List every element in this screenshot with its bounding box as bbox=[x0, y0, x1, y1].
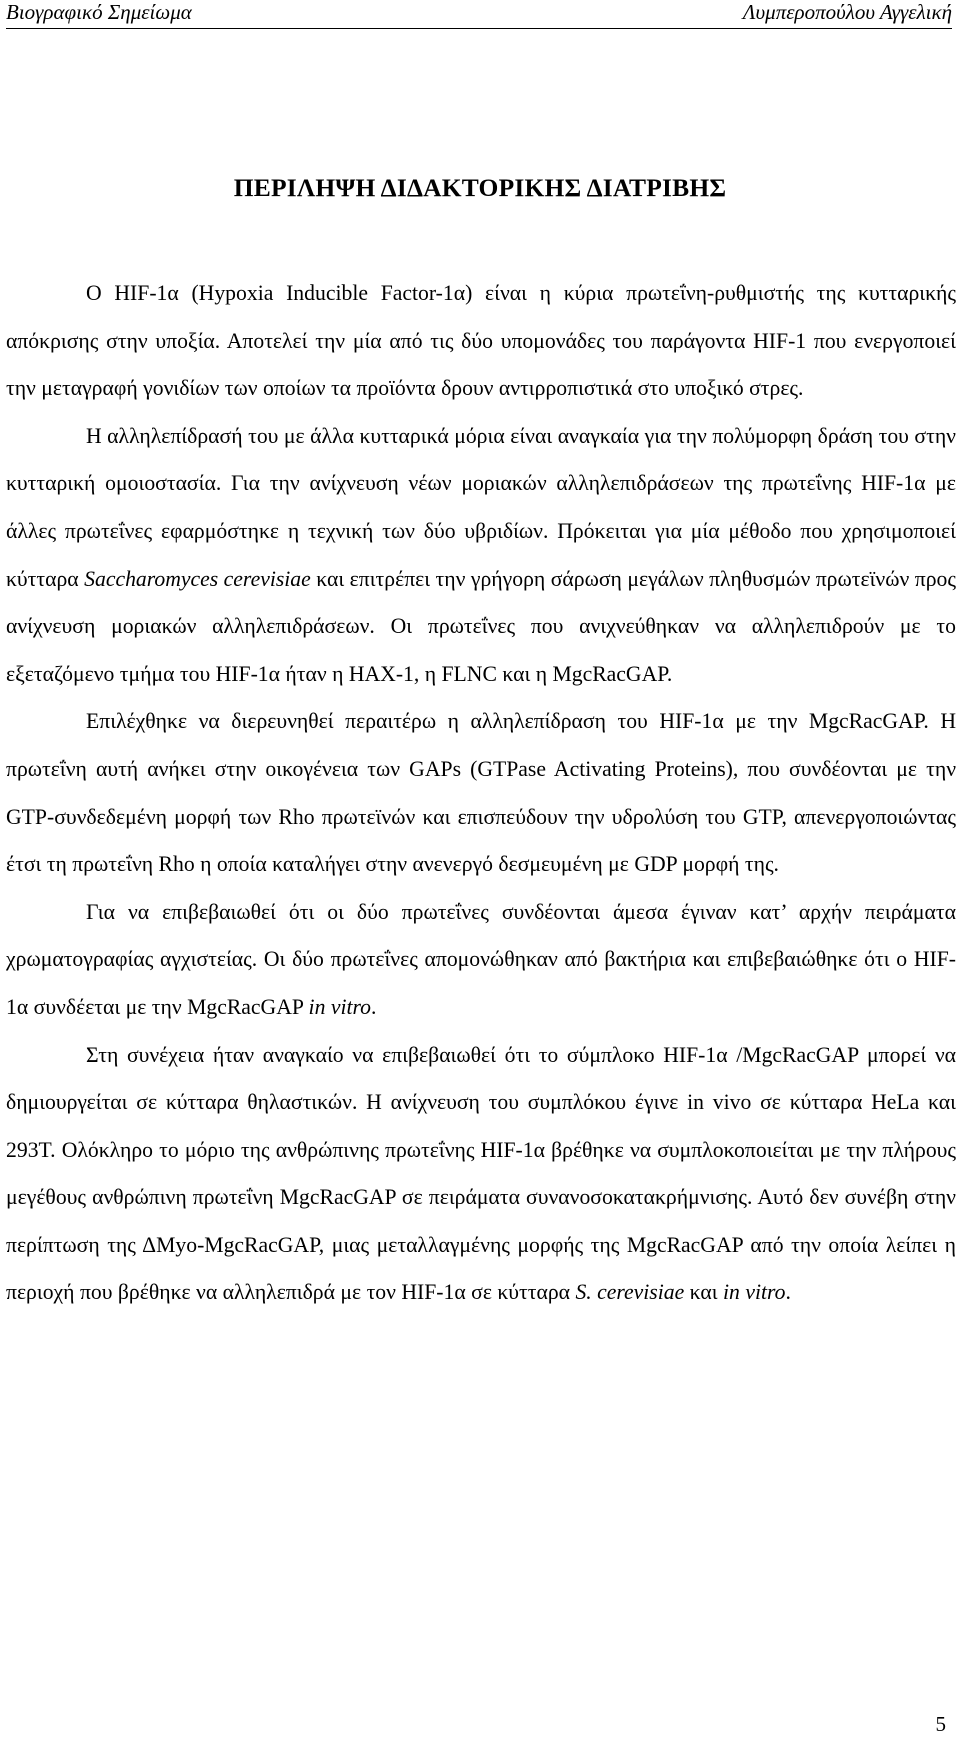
paragraph-5-text-a: Στη συνέχεια ήταν αναγκαίο να επιβεβαιωθεί ότι το σύμπλοκο HIF-1α /MgcRacGAP μπορεί να δημιουργείται σε κύτταρα θηλαστικών. Η ανίχνευση του συμπλόκου έγινε in vivo σε κύτταρα HeLa και 293T. Ολόκληρο το μόριο της ανθρώπινης πρωτεΐνης HIF-1α βρέθηκε να συμπλοκοποιείται με την πλήρους μεγέθους ανθρώπινη πρωτεΐνη MgcRacGAP σε πειράματα συνανοσοκατακρήμνισης. Αυτό δεν συνέβη στην περίπτωση της ΔMyo-MgcRacGAP, μιας μεταλλαγμένης μορφής της MgcRacGAP από την οποία λείπει η περιοχή που βρέθηκε να αλληλεπιδρά με τον HIF-1α σε κύτταρα bbox=[6, 1042, 956, 1305]
in-vitro-italic-2: in vitro bbox=[723, 1280, 786, 1305]
document-title: ΠΕΡΙΛΗΨΗ ΔΙΔΑΚΤΟΡΙΚΗΣ ΔΙΑΤΡΙΒΗΣ bbox=[233, 173, 727, 202]
species-name-italic: Saccharomyces cerevisiae bbox=[84, 566, 311, 591]
header-left-text: Βιογραφικό Σημείωμα bbox=[6, 0, 192, 24]
paragraph-2-text-a: Η αλληλεπίδρασή του με άλλα κυτταρικά μόρια είναι αναγκαία για την πολύμορφη δράση του στην κυτταρική ομοιοστασία. Για την ανίχνευση νέων μοριακών αλληλεπιδράσεων της πρωτεΐνης HIF-1α με άλλες πρωτεΐνες εφαρμόστηκε η τεχνική των δύο υβριδίων. Πρόκειται για μία μέθοδο που χρησιμοποιεί κύτταρα bbox=[6, 423, 956, 591]
paragraph-4-text-a: Για να επιβεβαιωθεί ότι οι δύο πρωτεΐνες συνδέονται άμεσα έγιναν κατ’ αρχήν πειράματα χρωματογραφίας αγχιστείας. Οι δύο πρωτεΐνες απομονώθηκαν από βακτήρια και επιβεβαιώθηκε ότι ο HIF-1α συνδέεται με την MgcRacGAP bbox=[6, 899, 956, 1019]
paragraph-5 bbox=[6, 1032, 956, 1318]
abstract-body bbox=[6, 270, 956, 1317]
paragraph-2-text-b: και επιτρέπει την γρήγορη σάρωση μεγάλων πληθυσμών πρωτεϊνών προς ανίχνευση μοριακών αλληλεπιδράσεων. Οι πρωτεΐνες που ανιχνεύθηκαν να αλληλεπιδρούν με το εξεταζόμενο τμήμα του HIF-1α ήταν η HAX-1, η FLNC και η MgcRacGAP. bbox=[6, 566, 956, 686]
paragraph-4 bbox=[6, 889, 956, 1032]
paragraph-4-text-b: . bbox=[371, 994, 377, 1019]
page-number: 5 bbox=[935, 1712, 946, 1736]
paragraph-3: Επιλέχθηκε να διερευνηθεί περαιτέρω η αλληλεπίδραση του HIF-1α με την MgcRacGAP. Η πρωτεΐνη αυτή ανήκει στην οικογένεια των GAPs (GTPase Activating Proteins), που συνδέονται με την GTP-συνδεδεμένη μορφή των Rho πρωτεϊνών και επισπεύδουν την υδρολύση του GTP, απενεργοποιώντας έτσι τη πρωτεΐνη Rho η οποία καταλήγει στην ανενεργό δεσμευμένη με GDP μορφή της. bbox=[6, 709, 956, 877]
in-vitro-italic: in vitro bbox=[308, 994, 371, 1019]
paragraph-2 bbox=[6, 413, 956, 699]
paragraph-5-text-c: . bbox=[785, 1280, 791, 1305]
header-right-text: Λυμπεροπούλου Αγγελική bbox=[742, 0, 952, 24]
paragraph-1: Ο HIF-1α (Hypoxia Inducible Factor-1α) είναι η κύρια πρωτεΐνη-ρυθμιστής της κυτταρικής απόκρισης στην υποξία. Αποτελεί την μία από τις δύο υπομονάδες του παράγοντα HIF-1 που ενεργοποιεί την μεταγραφή γονιδίων των οποίων τα προϊόντα δρουν αντιρροπιστικά στο υποξικό στρες. bbox=[6, 281, 956, 401]
running-header bbox=[6, 0, 952, 29]
species-abbrev-italic: S. cerevisiae bbox=[575, 1280, 685, 1305]
paragraph-5-text-b: και bbox=[684, 1280, 724, 1305]
